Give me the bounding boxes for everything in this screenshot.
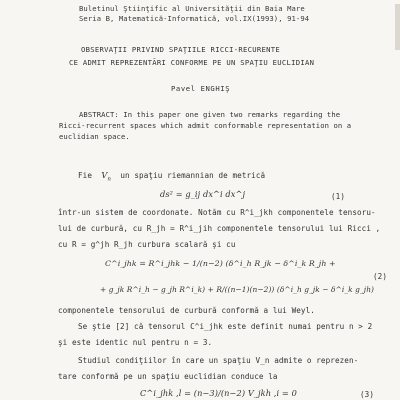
text-riemannian: un spaţiu riemannian de metrică <box>120 171 266 180</box>
journal-header-line-2: Seria B, Matematică-Informatică, vol.IX(1993), 91-94 <box>79 14 310 23</box>
symbol-n-sub: n <box>107 176 112 183</box>
body-line-p3: lui de curbură, cu R_jh = R^i_jih componentele tensorului lui Ricci , <box>58 224 381 233</box>
body-line-p7: şi este identic nul pentru n = 3. <box>58 338 213 347</box>
page-edge-strip <box>395 4 400 50</box>
paper-title-line-1: OBSERVAŢII PRIVIND SPAŢIILE RICCI-RECURENTE <box>81 45 280 54</box>
symbol-vn <box>101 170 112 183</box>
abstract-line-1: ABSTRACT: In this paper one given two remarks regarding the <box>79 110 341 119</box>
equation-3-number: (3) <box>360 390 375 399</box>
body-line-p6: Se ştie [2] că tensorul C^i_jhk este definit numai pentru n > 2 <box>78 322 373 331</box>
body-line-p9: tare conformă pe un spaţiu euclidian conduce la <box>58 372 278 381</box>
journal-header-line-1: Buletinul Ştiinţific al Universităţii din Baia Mare <box>79 4 305 13</box>
equation-1 <box>160 190 245 199</box>
equation-2-line-2: + g_jk R^i_h − g_jh R^i_k) + R/((n−1)(n−2)) (δ^i_h g_jk − δ^i_k g_jh) <box>100 285 375 294</box>
body-line-p4: cu R = g^jh R_jh curbura scalară şi cu <box>58 240 236 249</box>
body-line-p5: componentele tensorului de curbură conformă a lui Weyl. <box>58 306 315 315</box>
body-line-p8: Studiul condiţiilor în care un spaţiu V_n admite o reprezen- <box>78 356 359 365</box>
symbol-v: V <box>101 170 108 180</box>
text-fie-word: Fie <box>78 171 93 180</box>
equation-2-number: (2) <box>373 272 388 281</box>
abstract-line-2: Ricci-recurrent spaces which admit conformable representation on a <box>59 121 352 130</box>
abstract-line-3: euclidian space. <box>59 132 130 141</box>
equation-1-number: (1) <box>331 192 346 201</box>
eq1-text: ds² = g_ij dx^i dx^j <box>160 189 246 199</box>
body-line-p2: într-un sistem de coordonate. Notăm cu R^i_jkh componentele tensoru- <box>58 208 376 217</box>
equation-2-line-1: C^i_jhk = R^i_jhk − 1/(n−2) (δ^i_h R_jk − δ^i_k R_jh + <box>105 259 336 268</box>
equation-3: C^i_jhk ,l = (n−3)/(n−2) V_jkh ,i = 0 <box>140 388 297 398</box>
paper-title-line-2: CE ADMIT REPREZENTĂRI CONFORME PE UN SPAŢIU EUCLIDIAN <box>69 58 315 67</box>
author-name: Pavel ENGHIŞ <box>171 84 231 93</box>
text-fie <box>78 171 265 185</box>
